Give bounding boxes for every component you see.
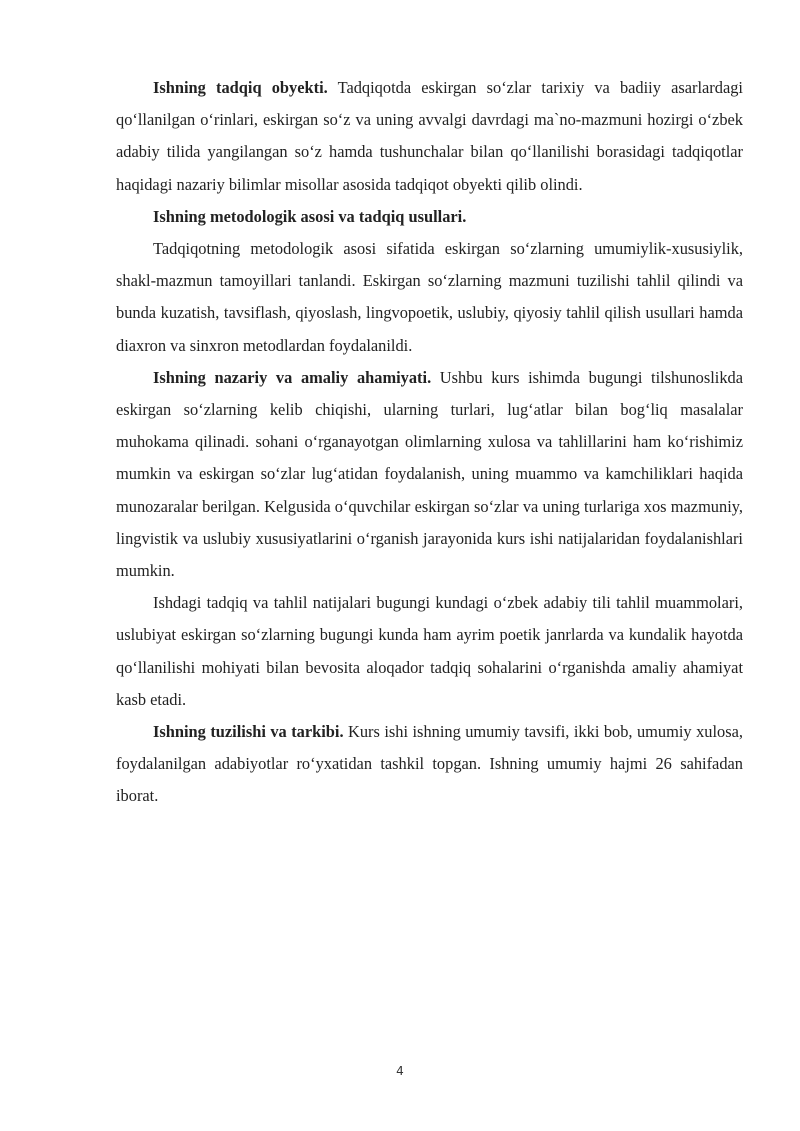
heading-significance: Ishning nazariy va amaliy ahamiyati. — [153, 367, 432, 387]
text-research-object: Tadqiqotda eskirgan so‘zlar tarixiy va badiiy asarlardagi qo‘llanilgan o‘rinlari, eskirgan so‘z va uning avvalgi davrdagi ma`no-mazmuni hozirgi o‘zbek adabiy tilida yangilangan so‘z hamda tushunchalar bilan qo‘llanilishi borasidagi tadqiqotlar haqidagi nazariy bilimlar misollar asosida tadqiqot obyekti qilib olindi. — [116, 78, 743, 194]
body-text — [116, 72, 743, 813]
paragraph-significance — [116, 362, 743, 587]
heading-methodology: Ishning metodologik asosi va tadqiq usullari. — [153, 206, 467, 226]
heading-research-object: Ishning tadqiq obyekti. — [153, 78, 328, 97]
paragraph-results — [116, 587, 743, 716]
text-results: Ishdagi tadqiq va tahlil natijalari bugungi kundagi o‘zbek adabiy tili tahlil muammolari, uslubiyat eskirgan so‘zlarning bugungi kunda ham ayrim poetik janrlarda va kundalik hayotda qo‘llanilishi mohiyati bilan bevosita aloqador tadqiq sohalarini o‘rganishda amaliy ahamiyat kasb etadi. — [116, 593, 743, 709]
text-significance: Ushbu kurs ishimda bugungi tilshunoslikda eskirgan so‘zlarning kelib chiqishi, ularning turlari, lug‘atlar bilan bog‘liq masalalar muhokama qilinadi. sohani o‘rganayotgan olimlarning xulosa va tahlillarini ham ko‘rishimiz mumkin va eskirgan so‘zlar lug‘atidan foydalanish, uning muammo va kamchiliklari haqida munozaralar berilgan. Kelgusida o‘quvchilar eskirgan so‘zlar va uning turlariga xos mazmuniy, lingvistik va uslubiy xususiyatlarini o‘rganish jarayonida kurs ishi natijalaridan foydalanishlari mumkin. — [116, 367, 743, 581]
paragraph-research-object — [116, 72, 743, 201]
text-methodology: Tadqiqotning metodologik asosi sifatida eskirgan so‘zlarning umumiylik-xususiylik, shakl-mazmun tamoyillari tanlandi. Eskirgan so‘zlarning mazmuni tuzilishi tahlil qilindi va bunda kuzatish, tavsiflash, qiyoslash, lingvopoetik, uslubiy, qiyosiy tahlil qilish usullari hamda diaxron va sinxron metodlardan foydalanildi. — [116, 239, 743, 355]
text-structure: Kurs ishi ishning umumiy tavsifi, ikki bob, umumiy xulosa, foydalanilgan adabiyotlar ro‘yxatidan tashkil topgan. Ishning umumiy hajmi 26 sahifadan iborat. — [116, 722, 743, 806]
paragraph-methodology-heading — [116, 201, 743, 233]
paragraph-structure — [116, 716, 743, 813]
paragraph-methodology — [116, 233, 743, 362]
heading-structure: Ishning tuzilishi va tarkibi. — [153, 722, 344, 742]
page-number: 4 — [396, 1064, 404, 1078]
